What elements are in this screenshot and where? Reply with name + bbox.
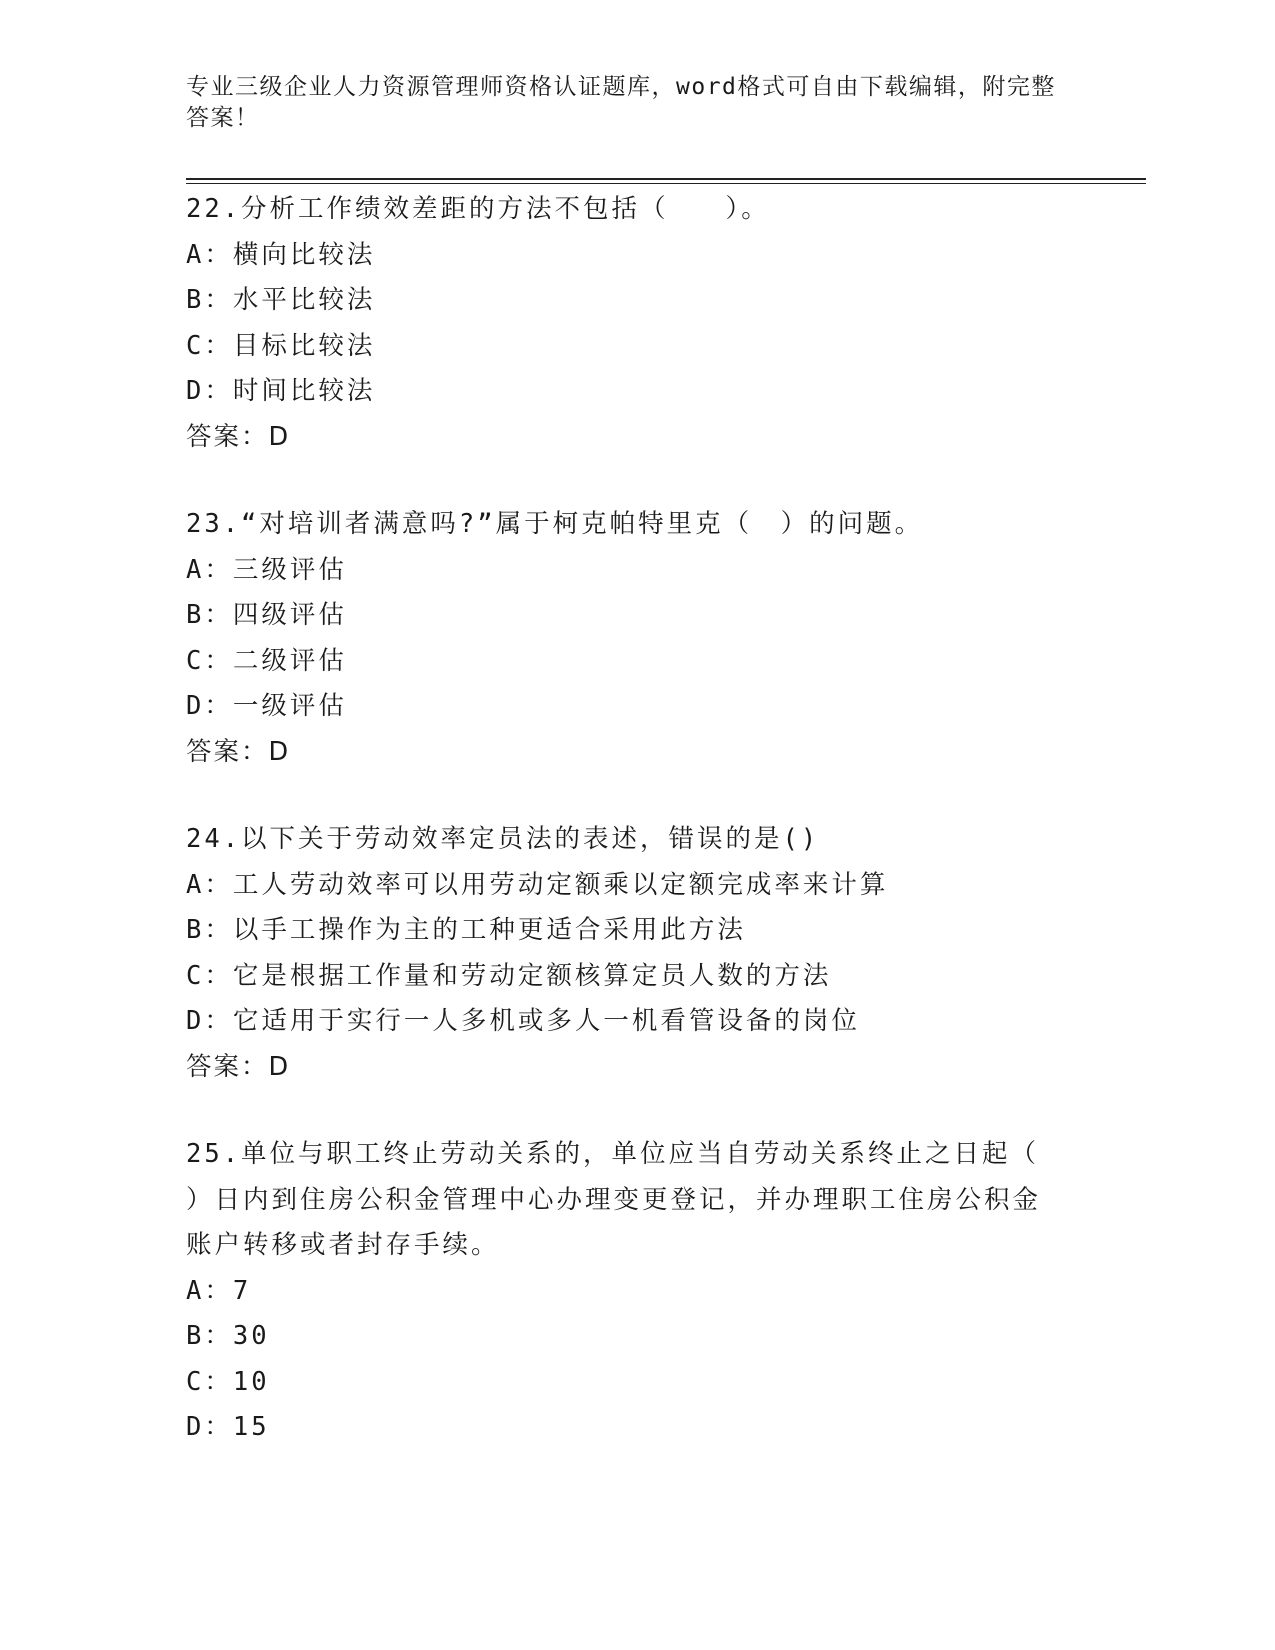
option-d: D：一级评估 — [186, 691, 347, 721]
option-c: C：二级评估 — [186, 645, 347, 676]
option-b: B：四级评估 — [186, 600, 347, 630]
option-a: A：工人劳动效率可以用劳动定额乘以定额完成率来计算 — [186, 869, 889, 900]
option-a: A：三级评估 — [186, 554, 347, 585]
option-c: C：它是根据工作量和劳动定额核算定员人数的方法 — [186, 960, 832, 991]
option-a: A：7 — [186, 1275, 252, 1306]
question-block — [186, 1132, 1066, 1451]
question-block — [186, 187, 1066, 460]
question-block — [186, 502, 1066, 775]
question-block — [186, 817, 1066, 1090]
option-a: A：横向比较法 — [186, 239, 376, 270]
question-stem: 24.以下关于劳动效率定员法的表述，错误的是() — [186, 824, 820, 854]
option-b: B：水平比较法 — [186, 285, 376, 315]
option-d: D：时间比较法 — [186, 376, 376, 406]
option-d: D：15 — [186, 1412, 270, 1442]
answer-line: 答案：D — [186, 1051, 291, 1082]
question-stem-line-2: ）日内到住房公积金管理中心办理变更登记，并办理职工住房公积金 — [186, 1184, 1042, 1215]
question-list — [186, 187, 1066, 1451]
header-line-2: 答案！ — [186, 105, 260, 131]
question-stem-line-1: 25.单位与职工终止劳动关系的，单位应当自劳动关系终止之日起（ — [186, 1139, 1040, 1169]
document-header — [186, 72, 1066, 134]
option-b: B：以手工操作为主的工种更适合采用此方法 — [186, 915, 746, 945]
question-stem-line-3: 账户转移或者封存手续。 — [186, 1230, 500, 1260]
answer-line: 答案：D — [186, 736, 291, 767]
question-stem: 23.“对培训者满意吗?”属于柯克帕特里克（ ）的问题。 — [186, 509, 924, 539]
question-stem: 22.分析工作绩效差距的方法不包括（ ）。 — [186, 194, 770, 224]
header-divider-thick — [186, 178, 1146, 180]
option-d: D：它适用于实行一人多机或多人一机看管设备的岗位 — [186, 1006, 860, 1036]
option-c: C：目标比较法 — [186, 330, 376, 361]
header-line-1: 专业三级企业人力资源管理师资格认证题库，word格式可自由下载编辑，附完整 — [186, 74, 1056, 100]
header-divider-thin — [186, 183, 1146, 184]
option-b: B：30 — [186, 1321, 270, 1351]
option-c: C：10 — [186, 1366, 270, 1397]
answer-line: 答案：D — [186, 421, 291, 452]
